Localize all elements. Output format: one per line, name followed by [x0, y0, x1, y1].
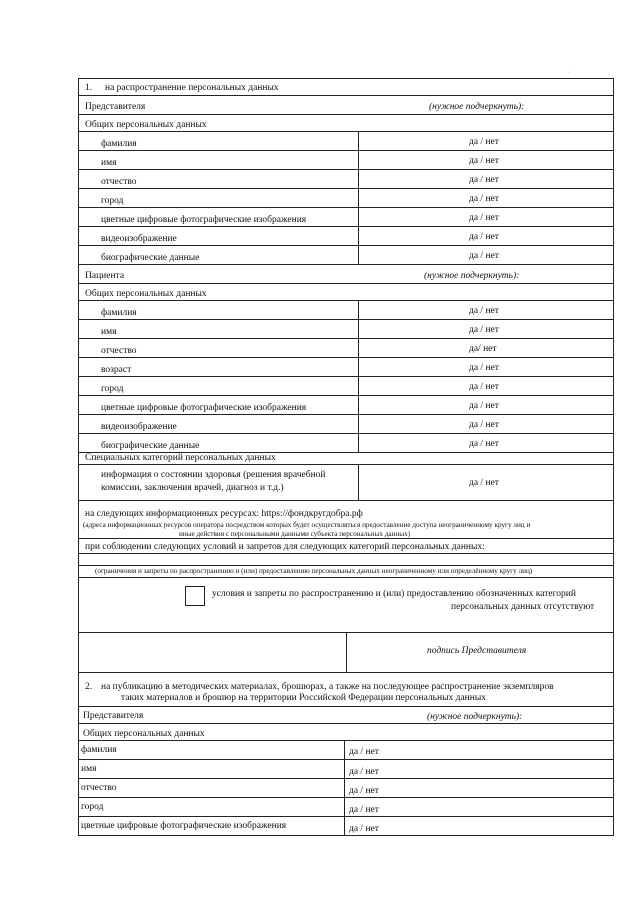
signature-label: подпись Представителя	[427, 646, 527, 656]
section2-representative-row	[79, 707, 613, 724]
list-item: цветные цифровые фотографические изображения да / нет	[79, 208, 613, 227]
yes-no-choice[interactable]: да / нет	[349, 767, 379, 777]
conditions-note: (ограничения и запреты по распространению и (или) предоставлению персональных данных неограниченному или определённому кругу лиц)	[95, 567, 533, 575]
checkbox-label-2: персональных данных отсутствуют	[451, 602, 595, 612]
section2-representative-hint: (нужное подчеркнуть):	[427, 712, 523, 722]
list-item: фамилия да / нет	[79, 132, 613, 151]
list-item: город да / нет	[79, 798, 613, 817]
section2-representative-label: Представителя	[83, 711, 144, 721]
yes-no-choice[interactable]: да / нет	[469, 232, 499, 242]
list-item: видеоизображение да / нет	[79, 415, 613, 434]
section1-title: на распространение персональных данных	[105, 83, 279, 93]
representative-group-row	[79, 115, 613, 132]
conditions-checkbox-row	[79, 578, 613, 633]
list-item: город да / нет	[79, 377, 613, 396]
list-item: отчество да/ нет	[79, 339, 613, 358]
scan-speck: ·	[568, 70, 570, 76]
resources-note-1: (адреса информационных ресурсов оператора посредством которых будет осуществляться предоставление доступа неограниченному кругу лиц и	[83, 521, 531, 529]
yes-no-choice[interactable]: да / нет	[469, 175, 499, 185]
section1-patient-row	[79, 265, 613, 284]
checkbox-label-1: условия и запреты по распространению и (или) предоставлению обозначенных категорий	[212, 589, 576, 599]
yes-no-choice[interactable]: да / нет	[469, 251, 499, 261]
list-item: отчество да / нет	[79, 170, 613, 189]
yes-no-choice[interactable]: да / нет	[469, 213, 499, 223]
signature-row	[79, 633, 613, 673]
resources-text: на следующих информационных ресурсах: https://фондкругдобра.рф	[85, 509, 363, 519]
special-categories-label: Специальных категорий персональных данных	[85, 453, 276, 463]
conditions-absent-checkbox[interactable]	[185, 586, 205, 606]
yes-no-choice[interactable]: да / нет	[349, 824, 379, 834]
yes-no-choice[interactable]: да / нет	[469, 137, 499, 147]
list-item: цветные цифровые фотографические изображения да / нет	[79, 817, 613, 836]
list-item: информация о состоянии здоровья (решения врачебной комиссии, заключения врачей, диагноз и т.д.) да / нет	[79, 465, 613, 501]
conditions-row	[79, 539, 613, 554]
conditions-note-row	[79, 566, 613, 578]
resources-row	[79, 501, 613, 539]
consent-form-table	[78, 78, 614, 836]
yes-no-choice[interactable]: да / нет	[469, 156, 499, 166]
patient-group-label: Общих персональных данных	[85, 289, 207, 299]
list-item: цветные цифровые фотографические изображения да / нет	[79, 396, 613, 415]
representative-label: Представителя	[85, 102, 146, 112]
section2-title-1: на публикацию в методических материалах, брошюрах, а также на последующее распространение экземпляров	[101, 682, 554, 692]
section2-group-label: Общих персональных данных	[83, 729, 205, 739]
list-item: фамилия да / нет	[79, 301, 613, 320]
list-item: биографические данные да / нет	[79, 434, 613, 453]
yes-no-choice[interactable]: да / нет	[469, 306, 499, 316]
patient-group-row	[79, 284, 613, 301]
section1-number: 1.	[85, 83, 93, 93]
section2-heading	[79, 673, 613, 707]
conditions-text: при соблюдении следующих условий и запретов для следующих категорий персональных данных:	[85, 542, 485, 552]
patient-hint: (нужное подчеркнуть):	[424, 271, 520, 281]
yes-no-choice[interactable]: да / нет	[469, 325, 499, 335]
list-item: имя да / нет	[79, 320, 613, 339]
yes-no-choice[interactable]: да / нет	[349, 805, 379, 815]
yes-no-choice[interactable]: да/ нет	[469, 344, 497, 354]
list-item: имя да / нет	[79, 760, 613, 779]
list-item: город да / нет	[79, 189, 613, 208]
yes-no-choice[interactable]: да / нет	[469, 420, 499, 430]
section2-title-2: таких материалов и брошюр на территории Российской Федерации персональных данных	[121, 693, 486, 703]
section1-heading	[79, 79, 613, 96]
section1-representative-row	[79, 96, 613, 115]
section2-group-row	[79, 724, 613, 741]
yes-no-choice[interactable]: да / нет	[469, 194, 499, 204]
list-item: видеоизображение да / нет	[79, 227, 613, 246]
yes-no-choice[interactable]: да / нет	[469, 478, 499, 488]
representative-hint: (нужное подчеркнуть):	[429, 102, 525, 112]
yes-no-choice[interactable]: да / нет	[469, 439, 499, 449]
yes-no-choice[interactable]: да / нет	[349, 786, 379, 796]
patient-label: Пациента	[85, 271, 125, 281]
yes-no-choice[interactable]: да / нет	[349, 747, 379, 757]
yes-no-choice[interactable]: да / нет	[469, 363, 499, 373]
list-item: биографические данные да / нет	[79, 246, 613, 265]
list-item: фамилия да / нет	[79, 741, 613, 760]
conditions-blank-row	[79, 554, 613, 566]
representative-group-label: Общих персональных данных	[85, 120, 207, 130]
special-categories-row	[79, 453, 613, 465]
list-item: имя да / нет	[79, 151, 613, 170]
resources-note-2: иные действия с персональными данными субъекта персональных данных)	[179, 530, 411, 538]
list-item: возраст да / нет	[79, 358, 613, 377]
yes-no-choice[interactable]: да / нет	[469, 401, 499, 411]
yes-no-choice[interactable]: да / нет	[469, 382, 499, 392]
list-item: отчество да / нет	[79, 779, 613, 798]
section2-number: 2.	[85, 682, 93, 692]
